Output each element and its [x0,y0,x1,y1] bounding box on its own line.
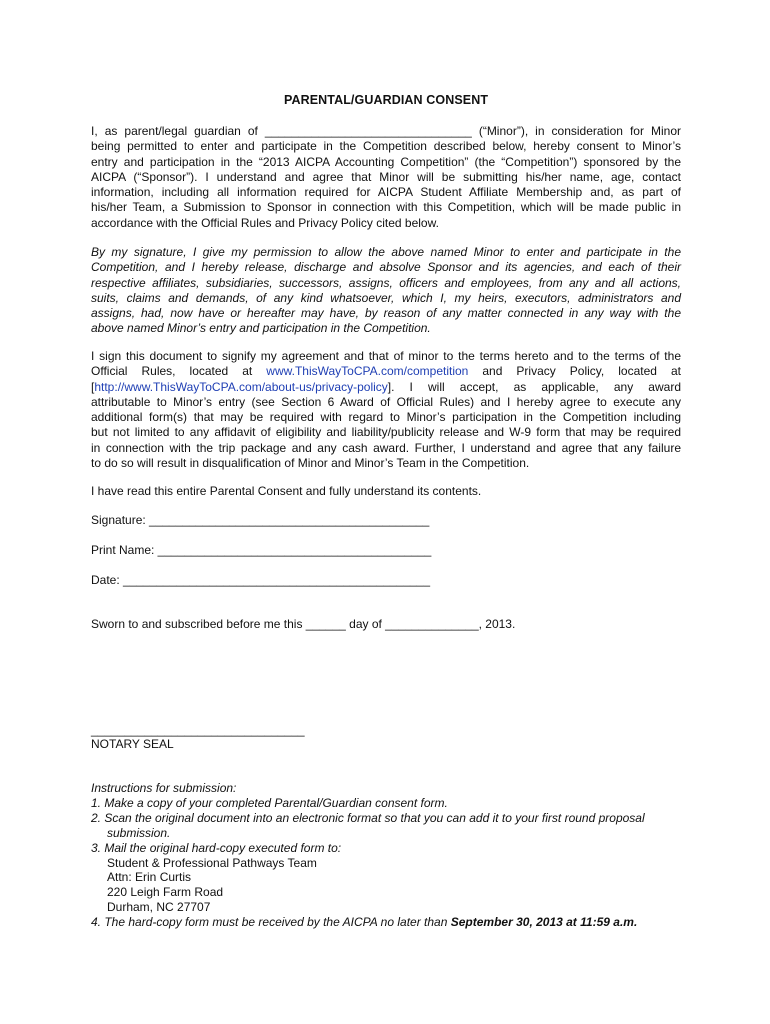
mailing-address-line: 220 Leigh Farm Road [107,885,224,900]
release-paragraph [91,245,681,337]
instruction-text: 4. The hard-copy form must be received by the AICPA no later than [91,915,451,930]
instruction-step: submission. [107,825,171,840]
agreement-line: but not limited to any affidavit of eligibility and liability/publicity release and W-9 form that may be required [91,425,681,440]
release-line: suits, claims and demands, of any kind whatsoever, which I, my heirs, executors, administrators and [91,290,681,305]
intro-line: being permitted to enter and participate in the Competition described below, hereby consent to Minor’s [91,139,681,154]
print-name-field[interactable]: Print Name: _________________________________________ [91,543,432,557]
agreement-text: [ [91,379,95,394]
competition-link[interactable]: www.ThisWayToCPA.com/competition [266,364,469,379]
instruction-step: 3. Mail the original hard-copy executed form to: [91,840,342,855]
instructions-heading: Instructions for submission: [91,781,237,795]
privacy-policy-link[interactable]: http://www.ThisWayToCPA.com/about-us/privacy-policy [94,379,388,394]
agreement-line: additional form(s) that may be required with regard to Minor’s participation in the Competition including [91,410,681,425]
document-title: PARENTAL/GUARDIAN CONSENT [283,93,489,107]
agreement-line [91,364,681,379]
mailing-address-line: Attn: Erin Curtis [107,870,192,885]
agreement-paragraph [91,349,681,471]
agreement-line [91,380,681,395]
intro-paragraph [91,124,681,231]
instruction-step: 1. Make a copy of your completed Parental/Guardian consent form. [91,795,448,810]
mailing-address-line: Durham, NC 27707 [107,900,211,915]
sworn-statement: Sworn to and subscribed before me this ______ day of ______________, 2013. [91,617,516,631]
release-line: above named Minor’s entry and participation in the Competition. [91,321,431,336]
release-line: Competition, and I hereby release, discharge and absolve Sponsor and its agencies, and each of their [91,260,681,275]
submission-instructions [91,781,681,930]
intro-line: AICPA (“Sponsor”). I understand and agree that Minor will be submitting his/her name, age, contact [91,169,681,184]
agreement-line: attributable to Minor’s entry (see Section 6 Award of Official Rules) and I hereby agree to execute any [91,394,681,409]
agreement-text: ]. I will accept, as applicable, any award [387,379,681,394]
instruction-step: 2. Scan the original document into an electronic format so that you can add it to your first round proposal [91,810,645,825]
release-line: By my signature, I give my permission to allow the above named Minor to enter and participate in the [91,245,681,259]
agreement-line: I sign this document to signify my agreement and that of minor to the terms hereto and to the terms of the [91,349,681,363]
intro-line: I, as parent/legal guardian of _______________________________ (“Minor”), in consideration for Minor [91,124,681,138]
mailing-address-line: Student & Professional Pathways Team [107,855,317,870]
agreement-text: and Privacy Policy, located at [468,364,681,379]
instruction-step [91,915,681,930]
notary-seal-label: NOTARY SEAL [91,737,174,751]
release-line: assigns, had, now have or hereafter may have, by reason of any matter connected in any way with the [91,306,681,321]
intro-line: accordance with the Official Rules and Privacy Policy cited below. [91,215,439,230]
intro-line: entry and participation in the “2013 AICPA Accounting Competition” (the “Competition”) sponsored by the [91,154,681,169]
notary-signature-line: ________________________________ [91,723,305,737]
submission-deadline: September 30, 2013 at 11:59 a.m. [450,915,638,930]
agreement-line: to do so will result in disqualification of Minor and Minor’s Team in the Competition. [91,456,530,471]
signature-field[interactable]: Signature: __________________________________________ [91,513,430,527]
release-line: respective affiliates, subsidiaries, successors, assigns, officers and employees, from any and all actions, [91,275,681,290]
intro-line: information, including all information required for AICPA Student Affiliate Membership and, as part of [91,185,681,200]
agreement-text: Official Rules, located at [91,364,267,379]
agreement-line: in connection with the trip package and any cash award. Further, I understand and agree that any failure [91,440,681,455]
intro-line: his/her Team, a Submission to Sponsor in connection with this Competition, which will be made public in [91,200,681,215]
date-field[interactable]: Date: ______________________________________________ [91,573,431,587]
read-statement: I have read this entire Parental Consent and fully understand its contents. [91,484,482,498]
